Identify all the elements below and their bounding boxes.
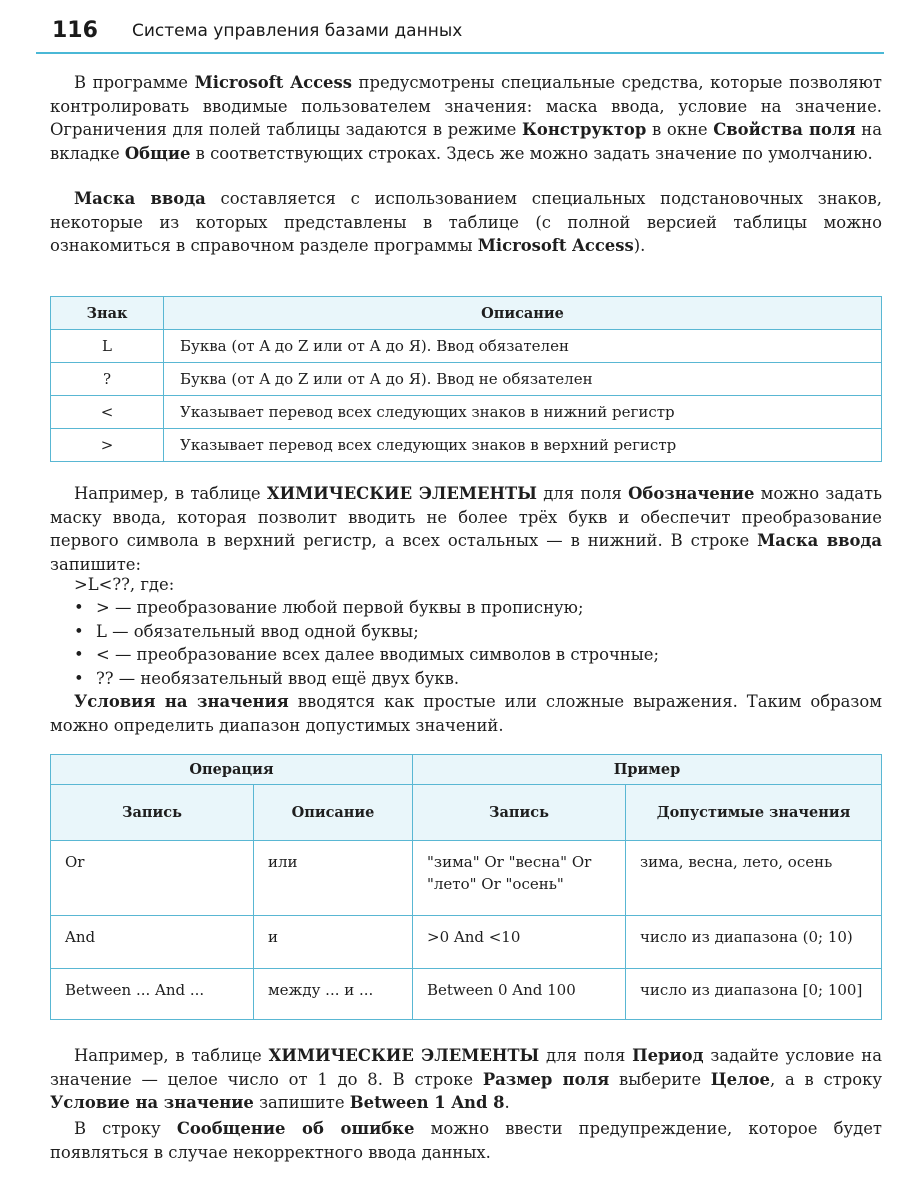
text: ). — [633, 236, 646, 255]
text: запишите: — [50, 554, 142, 574]
text: в окне — [646, 120, 714, 139]
example-cell: "зима" Or "весна" Or "лето" Or "осень" — [413, 841, 626, 916]
text: Например, в таблице — [74, 1046, 269, 1065]
col-sign-header: Знак — [51, 297, 164, 330]
text: для поля — [536, 484, 629, 503]
description-cell: Указывает перевод всех следующих знаков в нижний регистр — [164, 396, 882, 429]
description-cell: Буква (от A до Z или от А до Я). Ввод не обязателен — [164, 363, 882, 396]
term-input-mask: Маска ввода — [74, 189, 206, 208]
text: задайте условие на значение — целое число от 1 до 8. В строке — [50, 1046, 882, 1089]
term-between-expression: Between 1 And 8 — [349, 1093, 505, 1112]
col-example-record-header: Запись — [413, 785, 626, 841]
paragraph-input-mask — [50, 187, 882, 258]
sign-cell: < — [51, 396, 164, 429]
allowed-values-cell: число из диапазона (0; 10) — [626, 916, 882, 969]
term-microsoft-access: Microsoft Access — [477, 236, 634, 255]
col-allowed-values-header: Допустимые значения — [626, 785, 882, 841]
text: вводятся как простые или сложные выражения. Таким образом можно определить диапазон допустимых значений. — [50, 692, 882, 735]
allowed-values-cell: зима, весна, лето, осень — [626, 841, 882, 916]
mask-example-code: >L<??, где: — [74, 575, 175, 594]
paragraph-intro — [50, 71, 882, 165]
col-description-header: Описание — [254, 785, 413, 841]
mask-explanation-list — [50, 596, 882, 690]
paragraph-validation-rules — [50, 690, 882, 737]
allowed-values-cell: число из диапазона [0; 100] — [626, 969, 882, 1020]
example-group-header: Пример — [413, 755, 882, 785]
term-input-mask: Маска ввода — [757, 531, 882, 550]
page-number: 116 — [52, 18, 98, 43]
list-item — [50, 620, 882, 644]
example-cell: >0 And <10 — [413, 916, 626, 969]
term-validation-rule: Условие на значение — [50, 1093, 254, 1112]
sign-cell: ? — [51, 363, 164, 396]
conditions-table — [50, 754, 882, 1020]
operation-cell: Or — [51, 841, 254, 916]
col-description-header: Описание — [164, 297, 882, 330]
table-header-row — [51, 297, 882, 330]
paragraph-error-message — [50, 1117, 882, 1164]
term-field-properties: Свойства поля — [713, 120, 856, 139]
text: можно задать маску ввода, которая позволит вводить не более трёх букв и обеспечит преобразование первого символа в верхний регистр, а всех остальных — в нижний. В строке — [50, 484, 882, 550]
term-chemical-elements: ХИМИЧЕСКИЕ ЭЛЕМЕНТЫ — [266, 484, 537, 503]
text: в соответствующих строках. Здесь же можно задать значение по умолчанию. — [190, 143, 873, 163]
sign-cell: > — [51, 429, 164, 462]
text: , а в строку — [769, 1069, 882, 1089]
term-field-size: Размер поля — [482, 1069, 610, 1089]
term-error-message: Сообщение об ошибке — [176, 1119, 415, 1138]
table-group-header-row — [51, 755, 882, 785]
header-rule — [36, 52, 884, 54]
term-validation-rules: Условия на значения — [74, 692, 289, 711]
text: выберите — [609, 1069, 711, 1089]
description-cell: между ... и ... — [254, 969, 413, 1020]
list-item — [50, 667, 882, 691]
description-cell: и — [254, 916, 413, 969]
term-designation: Обозначение — [628, 484, 755, 503]
term-microsoft-access: Microsoft Access — [194, 73, 352, 92]
text: составляется с использованием специальных подстановочных знаков, некоторые из которых представлены в таблице (с полной версией таблицы можно ознакомиться в справочном разделе программы — [50, 189, 882, 255]
term-konstruktor: Конструктор — [521, 120, 647, 139]
list-item — [50, 643, 882, 667]
list-item-text: ?? — необязательный ввод ещё двух букв. — [96, 668, 460, 688]
term-general-tab: Общие — [124, 143, 191, 163]
text: Например, в таблице — [74, 484, 267, 503]
table-row — [51, 916, 882, 969]
paragraph-period-example — [50, 1044, 882, 1115]
list-item-text: > — преобразование любой первой буквы в прописную; — [96, 598, 584, 617]
operation-group-header: Операция — [51, 755, 413, 785]
table-row — [51, 363, 882, 396]
paragraph-mask-example — [50, 482, 882, 576]
table-row — [51, 841, 882, 916]
list-item-text: L — обязательный ввод одной буквы; — [96, 621, 419, 641]
mask-symbols-table — [50, 296, 882, 462]
page-header — [36, 14, 884, 54]
term-integer: Целое — [710, 1069, 770, 1089]
term-chemical-elements: ХИМИЧЕСКИЕ ЭЛЕМЕНТЫ — [268, 1046, 540, 1065]
col-record-header: Запись — [51, 785, 254, 841]
description-cell: Указывает перевод всех следующих знаков в верхний регистр — [164, 429, 882, 462]
list-item-text: < — преобразование всех далее вводимых символов в строчные; — [96, 645, 660, 664]
text: можно ввести предупреждение, которое будет появляться в случае некорректного ввода данных. — [50, 1119, 882, 1162]
example-cell: Between 0 And 100 — [413, 969, 626, 1020]
running-title: Система управления базами данных — [132, 21, 463, 41]
operation-cell: Between ... And ... — [51, 969, 254, 1020]
description-cell: Буква (от A до Z или от А до Я). Ввод обязателен — [164, 330, 882, 363]
list-item — [50, 596, 882, 620]
table-row — [51, 330, 882, 363]
table-row — [51, 429, 882, 462]
term-period: Период — [632, 1046, 704, 1065]
text: на вкладке — [50, 120, 882, 163]
description-cell: или — [254, 841, 413, 916]
text: предусмотрены специальные средства, которые позволяют контролировать вводимые пользователем значения: маска ввода, условие на значение. Ограничения для полей таблицы задаются в режиме — [50, 73, 882, 139]
text: . — [504, 1093, 510, 1112]
operation-cell: And — [51, 916, 254, 969]
text: запишите — [253, 1093, 350, 1112]
text: для поля — [539, 1046, 633, 1065]
sign-cell: L — [51, 330, 164, 363]
text: В строку — [74, 1119, 177, 1138]
table-row — [51, 396, 882, 429]
text: В программе — [74, 73, 195, 92]
table-row — [51, 969, 882, 1020]
table-header-row — [51, 785, 882, 841]
